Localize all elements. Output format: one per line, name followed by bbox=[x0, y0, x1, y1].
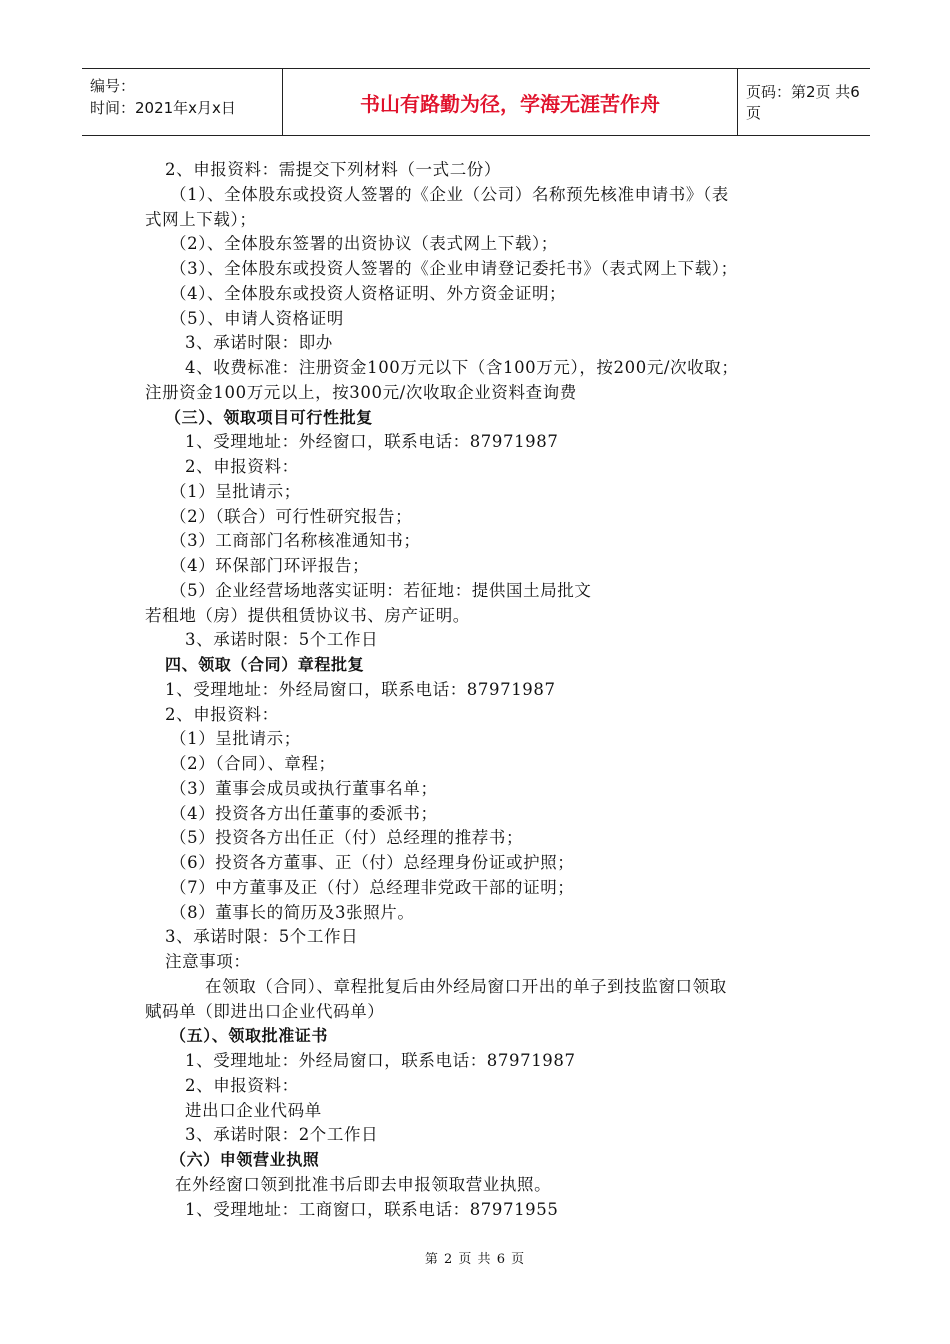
body-line: 3、承诺时限：2个工作日 bbox=[185, 1125, 379, 1145]
body-line: （1）呈批请示； bbox=[170, 481, 301, 501]
body-line: （6）投资各方董事、正（付）总经理身份证或护照； bbox=[170, 853, 575, 872]
header-page-info: 页码：第2页 共6页 bbox=[746, 83, 860, 122]
body-line: （1）、全体股东或投资人签署的《企业（公司）名称预先核准申请书》（表 bbox=[170, 184, 729, 204]
date-label: 时间：2021年x月x日 bbox=[90, 99, 236, 117]
body-line: （2）（联合）可行性研究报告； bbox=[170, 506, 413, 526]
body-line: 式网上下载）； bbox=[145, 209, 257, 229]
body-line: （2）（合同）、章程； bbox=[170, 754, 336, 773]
page-footer: 第 2 页 共 6 页 bbox=[424, 1252, 526, 1267]
body-line: 2、申报资料： bbox=[185, 457, 299, 476]
body-line: 1、受理地址：工商窗口，联系电话：87971955 bbox=[185, 1199, 559, 1219]
body-line: 3、承诺时限：即办 bbox=[185, 333, 333, 353]
body-line: （4）、全体股东或投资人资格证明、外方资金证明； bbox=[170, 283, 567, 303]
header-motto: 书山有路勤为径，学海无涯苦作舟 bbox=[282, 69, 738, 135]
body-line: 3、承诺时限：5个工作日 bbox=[165, 927, 359, 947]
section-heading: （六）申领营业执照 bbox=[170, 1150, 320, 1169]
body-line: 赋码单（即进出口企业代码单） bbox=[145, 1001, 385, 1021]
body-line: 1、受理地址：外经局窗口，联系电话：87971987 bbox=[165, 679, 556, 699]
body-line: （5）企业经营场地落实证明：若征地：提供国土局批文 bbox=[170, 580, 592, 600]
body-line: 3、承诺时限：5个工作日 bbox=[185, 630, 379, 650]
body-line: （4）环保部门环评报告； bbox=[170, 556, 370, 575]
body-line: 若租地（房）提供租赁协议书、房产证明。 bbox=[145, 605, 470, 625]
body-line: 1、受理地址：外经局窗口，联系电话：87971987 bbox=[185, 1051, 576, 1070]
body-line: 在外经窗口领到批准书后即去申报领取营业执照。 bbox=[175, 1174, 552, 1194]
body-line: 2、申报资料： bbox=[185, 1075, 299, 1095]
body-line: （3）工商部门名称核准通知书； bbox=[170, 531, 421, 551]
body-line: （2）、全体股东签署的出资协议（表式网上下载）； bbox=[170, 234, 558, 254]
document-body bbox=[145, 158, 825, 1222]
body-line: 注意事项： bbox=[165, 952, 251, 971]
body-line: 在领取（合同）、章程批复后由外经局窗口开出的单子到技监窗口领取 bbox=[205, 976, 727, 996]
body-line: （3）、全体股东或投资人签署的《企业申请登记委托书》（表式网上下载）； bbox=[170, 259, 738, 278]
body-line: （3）董事会成员或执行董事名单； bbox=[170, 778, 438, 798]
body-line: （4）投资各方出任董事的委派书； bbox=[170, 803, 438, 823]
body-line: 注册资金100万元以上，按300元/次收取企业资料查询费 bbox=[145, 382, 577, 402]
header-table bbox=[82, 68, 870, 136]
body-line: （5）投资各方出任正（付）总经理的推荐书； bbox=[170, 828, 524, 848]
body-line: （5）、申请人资格证明 bbox=[170, 308, 344, 328]
body-line: 2、申报资料：需提交下列材料（一式二份） bbox=[165, 160, 501, 179]
body-line: （7）中方董事及正（付）总经理非党政干部的证明； bbox=[170, 877, 575, 897]
body-line: 2、申报资料： bbox=[165, 704, 279, 724]
header-meta bbox=[82, 69, 282, 135]
body-line: 1、受理地址：外经窗口，联系电话：87971987 bbox=[185, 432, 559, 452]
section-heading: （三）、领取项目可行性批复 bbox=[165, 407, 373, 427]
body-line: 4、收费标准：注册资金100万元以下（含100万元），按200元/次收取； bbox=[185, 358, 739, 377]
body-line: （8）董事长的简历及3张照片。 bbox=[170, 902, 415, 922]
section-heading: 四、领取（合同）章程批复 bbox=[165, 655, 365, 674]
body-line: 进出口企业代码单 bbox=[185, 1100, 322, 1120]
section-heading: （五）、领取批准证书 bbox=[170, 1026, 329, 1046]
serial-label: 编号： bbox=[90, 77, 136, 95]
body-line: （1）呈批请示； bbox=[170, 729, 301, 749]
